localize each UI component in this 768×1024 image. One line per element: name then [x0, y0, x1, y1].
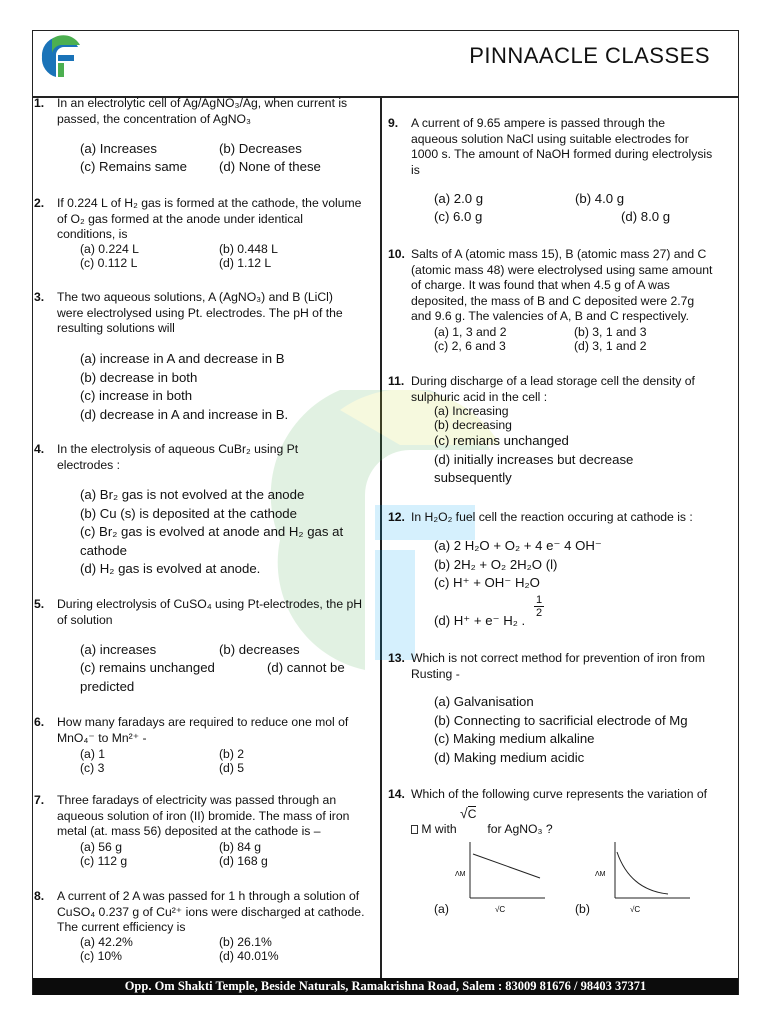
- option-b[interactable]: (b) 2: [219, 747, 245, 761]
- option-b[interactable]: (b) decreases: [219, 642, 300, 657]
- option-c[interactable]: (c) 112 g: [80, 854, 128, 868]
- question-12-options: [434, 537, 602, 593]
- sqrt-c: √C: [460, 805, 477, 821]
- option-a[interactable]: (a) Br₂ gas is not evolved at the anode: [80, 487, 305, 502]
- question-line: aqueous solution NaCl using suitable electrodes for: [411, 131, 689, 146]
- question-3-text: [57, 290, 343, 337]
- graph-a-option[interactable]: (a): [434, 902, 449, 916]
- question-14-text: [411, 787, 707, 803]
- question-line: Which of the following curve represents the variation of: [411, 787, 708, 801]
- question-12-text: [411, 510, 693, 526]
- option-c[interactable]: (c) Remains same: [80, 159, 187, 174]
- question-number: 3.: [34, 290, 45, 304]
- question-line: Salts of A (atomic mass 15), B (atomic mass 27) and C: [411, 247, 707, 261]
- option-d[interactable]: (d) initially increases but decrease: [434, 451, 634, 467]
- option-b[interactable]: (b) 84 g: [219, 840, 262, 854]
- graph-a-y-label: ΛM: [455, 871, 466, 878]
- question-10-text: [411, 247, 712, 325]
- option-d[interactable]: (d) 1.12 L: [219, 256, 272, 270]
- option-d[interactable]: (d) 168 g: [219, 854, 268, 868]
- option-c[interactable]: (c) remains unchanged: [80, 660, 215, 675]
- option-c[interactable]: (c) 10%: [80, 949, 122, 963]
- question-number: 10.: [388, 247, 405, 261]
- question-number: 11.: [388, 374, 405, 388]
- option-c[interactable]: (c) 3: [80, 761, 105, 775]
- question-line: In H₂O₂ fuel cell the reaction occuring at cathode is :: [411, 510, 693, 524]
- option-b[interactable]: (b) 3, 1 and 3: [574, 325, 647, 339]
- option-d[interactable]: (d) H⁺ + e⁻ H₂ .: [434, 613, 526, 628]
- question-line: If 0.224 L of H₂ gas is formed at the cathode, the volume: [57, 196, 362, 210]
- question-line: A current of 2 A was passed for 1 h through a solution of: [57, 889, 360, 903]
- question-line: During discharge of a lead storage cell the density of: [411, 374, 695, 388]
- option-a[interactable]: (a) 1: [80, 747, 106, 761]
- option-a[interactable]: (a) 2.0 g: [434, 191, 484, 206]
- question-number: 9.: [388, 116, 399, 130]
- option-c[interactable]: (c) 2, 6 and 3: [434, 339, 506, 353]
- question-line: (atomic mass 48) were electrolysed using same amount: [411, 262, 713, 277]
- question-line: In an electrolytic cell of Ag/AgNO₃/Ag, when current is: [57, 96, 348, 110]
- fraction-denominator: 2: [535, 607, 543, 619]
- option-a[interactable]: (a) 56 g: [80, 840, 123, 854]
- option-a[interactable]: (a) Increases: [80, 141, 157, 156]
- question-line: of solution: [57, 612, 113, 627]
- question-line: were electrolysed using Pt. electrodes. The pH of the: [57, 305, 343, 320]
- option-d[interactable]: (d) 8.0 g: [621, 209, 671, 224]
- question-3-options: [80, 350, 288, 424]
- option-c[interactable]: (c) Making medium alkaline: [434, 731, 595, 746]
- question-line: During electrolysis of CuSO₄ using Pt-electrodes, the pH: [57, 597, 363, 611]
- graph-a-x-label: √C: [495, 905, 506, 914]
- option-d[interactable]: (d) 40.01%: [219, 949, 279, 963]
- option-a[interactable]: (a) 42.2%: [80, 935, 133, 949]
- question-line: electrodes :: [57, 457, 121, 472]
- sqrt-radicand: C: [467, 807, 477, 821]
- graph-b[interactable]: [590, 840, 695, 920]
- question-9-text: [411, 116, 712, 178]
- graph-a[interactable]: [445, 840, 550, 920]
- option-a[interactable]: (a) 1, 3 and 2: [434, 325, 507, 339]
- pinnaacle-logo-icon: [38, 33, 84, 81]
- question-line: passed, the concentration of AgNO₃: [57, 111, 251, 126]
- question-number: 2.: [34, 196, 45, 210]
- question-line: MnO₄⁻ to Mn²⁺ -: [57, 730, 147, 745]
- option-c[interactable]: (c) remians unchanged: [434, 433, 569, 448]
- fraction-numerator: 1: [535, 594, 543, 606]
- question-line: of charge. It was found that when 4.5 g of A was: [411, 278, 670, 292]
- question-line: Rusting -: [411, 666, 460, 681]
- question-line: CuSO₄ 0.237 g of Cu²⁺ ions were discharged at cathode.: [57, 904, 365, 919]
- question-line: The current efficiency is: [57, 920, 186, 934]
- question-line: and 9.6 g. The valencies of A, B and C respectively.: [411, 309, 689, 323]
- question-13-options: [434, 693, 688, 767]
- question-number: 14.: [388, 787, 405, 801]
- question-13-text: [411, 651, 705, 682]
- question-line: 1000 s. The amount of NaOH formed during electrolysis: [411, 147, 713, 161]
- footer-address: Opp. Om Shakti Temple, Beside Naturals, Ramakrishna Road, Salem : 83009 81676 / 98403 37371: [33, 978, 738, 995]
- option-b[interactable]: (b) 0.448 L: [219, 242, 278, 256]
- question-line: deposited, the mass of B and C deposited were 2.7g: [411, 293, 695, 308]
- question-line: resulting solutions will: [57, 321, 175, 335]
- question-line: of O₂ gas formed at the anode under identical: [57, 211, 303, 226]
- question-line: is: [411, 162, 420, 177]
- option-a[interactable]: (a) Increasing: [434, 404, 509, 418]
- option-a[interactable]: (a) increase in A and decrease in B: [80, 351, 285, 366]
- option-c[interactable]: (c) 6.0 g: [434, 209, 483, 224]
- question-11-text: [411, 374, 695, 405]
- question-line: aqueous solution of iron (II) bromide. The mass of iron: [57, 808, 350, 823]
- question-number: 5.: [34, 597, 45, 611]
- question-4-options: [80, 486, 343, 579]
- option-b[interactable]: (b) 2H₂ + O₂ 2H₂O (l): [434, 556, 558, 572]
- question-14-line2: [411, 822, 553, 839]
- question-line: M with: [421, 822, 457, 836]
- lambda-symbol-icon: [411, 825, 418, 834]
- question-line: In the electrolysis of aqueous CuBr₂ using Pt: [57, 442, 299, 456]
- option-d[interactable]: (d) H₂ gas is evolved at anode.: [80, 561, 261, 576]
- question-8-text: [57, 889, 364, 936]
- option-c[interactable]: (c) increase in both: [80, 388, 193, 403]
- question-line: sulphuric acid in the cell :: [411, 389, 548, 404]
- option-c[interactable]: (c) H⁺ + OH⁻ H₂O: [434, 575, 540, 590]
- option-d[interactable]: (d) Making medium acidic: [434, 749, 585, 765]
- option-d-continued: predicted: [80, 679, 135, 694]
- graph-b-x-label: √C: [630, 905, 641, 914]
- option-b[interactable]: (b) Decreases: [219, 141, 302, 156]
- question-line: for AgNO₃ ?: [487, 822, 553, 836]
- question-line: A current of 9.65 ampere is passed through the: [411, 116, 666, 130]
- question-2-text: [57, 196, 361, 243]
- option-b[interactable]: (b) 4.0 g: [575, 191, 625, 206]
- question-11-options-ab: [434, 405, 512, 432]
- option-a[interactable]: (a) 0.224 L: [80, 242, 139, 256]
- question-5-options: [80, 641, 375, 697]
- question-5-text: [57, 597, 362, 628]
- fraction-half: [534, 594, 544, 619]
- option-a[interactable]: (a) 2 H₂O + O₂ + 4 e⁻ 4 OH⁻: [434, 538, 602, 553]
- question-1-text: [57, 96, 347, 127]
- question-number: 7.: [34, 793, 45, 807]
- option-b[interactable]: (b) Connecting to sacrificial electrode of Mg: [434, 712, 688, 728]
- option-b[interactable]: (b) 26.1%: [219, 935, 272, 949]
- question-line: How many faradays are required to reduce one mol of: [57, 715, 349, 729]
- option-d-continued: subsequently: [434, 470, 512, 485]
- option-d[interactable]: (d) decrease in A and increase in B.: [80, 406, 289, 422]
- graph-b-option[interactable]: (b): [575, 902, 590, 916]
- question-number: 8.: [34, 889, 45, 903]
- option-c[interactable]: (c) Br₂ gas is evolved at anode and H₂ gas at: [80, 524, 344, 539]
- option-b[interactable]: (b) Cu (s) is deposited at the cathode: [80, 505, 297, 521]
- option-a[interactable]: (a) Galvanisation: [434, 694, 534, 709]
- question-line: Which is not correct method for prevention of iron from: [411, 651, 705, 665]
- question-line: metal (at. mass 56) deposited at the cathode is –: [57, 824, 321, 838]
- question-number: 6.: [34, 715, 45, 729]
- brand-title: PINNAACLE CLASSES: [469, 43, 710, 68]
- graph-b-y-label: ΛM: [595, 871, 606, 878]
- question-11-options-cd: [434, 432, 633, 488]
- question-number: 1.: [34, 96, 45, 110]
- question-7-text: [57, 793, 349, 840]
- question-12-option-d: [434, 612, 525, 631]
- question-number: 13.: [388, 651, 405, 665]
- question-4-text: [57, 442, 298, 473]
- option-d[interactable]: (d) cannot be: [267, 660, 345, 675]
- option-c[interactable]: (c) 0.112 L: [80, 256, 138, 270]
- question-number: 4.: [34, 442, 45, 456]
- question-line: conditions, is: [57, 227, 128, 241]
- option-b[interactable]: (b) decrease in both: [80, 369, 198, 385]
- question-6-text: [57, 715, 348, 746]
- option-b[interactable]: (b) decreasing: [434, 417, 512, 432]
- option-d[interactable]: (d) None of these: [219, 159, 321, 174]
- question-line: Three faradays of electricity was passed through an: [57, 793, 337, 807]
- option-d[interactable]: (d) 3, 1 and 2: [574, 339, 647, 353]
- option-c-continued: cathode: [80, 542, 127, 558]
- option-a[interactable]: (a) increases: [80, 642, 157, 657]
- option-d[interactable]: (d) 5: [219, 761, 245, 775]
- question-number: 12.: [388, 510, 405, 524]
- question-line: The two aqueous solutions, A (AgNO₃) and B (LiCl): [57, 290, 333, 304]
